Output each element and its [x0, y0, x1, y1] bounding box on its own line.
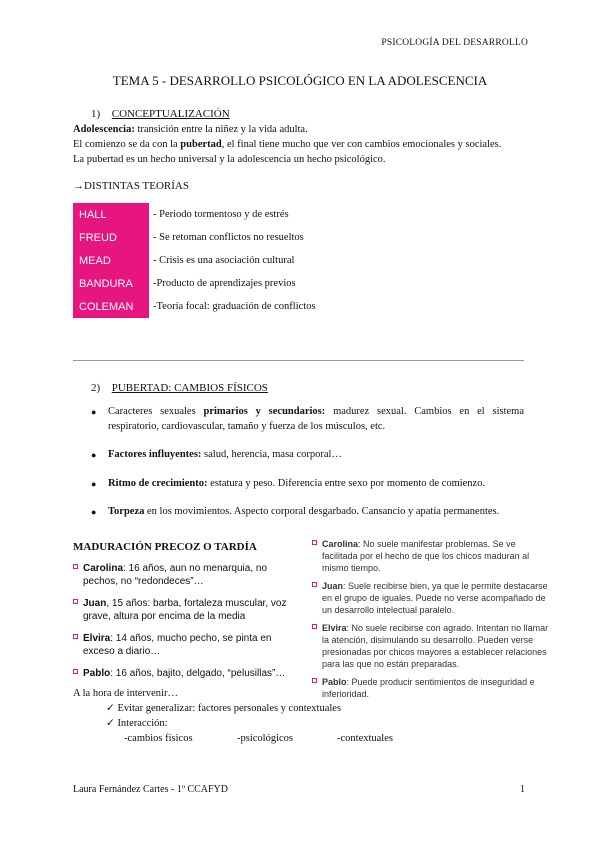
bullet-dot: ●	[91, 450, 97, 460]
outcome-name: Pablo	[322, 677, 347, 687]
bullet-pre: Caracteres sexuales	[108, 406, 204, 417]
outcome-text: : Suele recibirse bien, ya que le permite destacarse en el grupo de iguales. Puede no verse acompañado de un desarrollo intelectual paralelo.	[322, 581, 548, 615]
bullet-bold: Factores influyentes:	[108, 449, 202, 460]
outcome-text: : Puede producir sentimientos de inseguridad e inferioridad.	[322, 677, 535, 699]
puberty-word: pubertad	[180, 139, 222, 150]
bullet-post: estatura y peso. Diferencia entre sexo por momento de comienzo.	[207, 477, 486, 489]
section-1-number: 1)	[91, 108, 101, 120]
theory-row	[73, 203, 316, 226]
case-item	[73, 562, 298, 588]
interaction-item: -contextuales	[337, 733, 393, 744]
theory-name: HALL	[73, 203, 149, 226]
section-2-number: 2)	[91, 382, 101, 394]
outcome-name: Carolina	[322, 539, 359, 549]
checkmark-icon: ✓	[106, 703, 115, 714]
bullet-post: en los movimientos. Aspecto corporal desgarbado. Cansancio y apatía permanentes.	[144, 506, 500, 517]
running-header: PSICOLOGÍA DEL DESARROLLO	[381, 38, 528, 48]
outcome-text: : No suele manifestar problemas. Se ve facilitada por el hecho de que los chicos maduran al mismo tiempo.	[322, 539, 530, 573]
bullet-dot: ●	[91, 507, 97, 517]
puberty-line	[73, 137, 533, 152]
bullet-bold: primarios y secundarios:	[203, 406, 326, 417]
theories-table	[73, 203, 316, 318]
definition-line	[73, 122, 533, 137]
case-item	[73, 597, 298, 623]
square-bullet-icon	[312, 540, 317, 545]
square-bullet-icon	[73, 669, 78, 674]
theory-row	[73, 226, 316, 249]
square-bullet-icon	[73, 634, 78, 639]
section-1-paragraph	[73, 122, 533, 167]
square-bullet-icon	[73, 599, 78, 604]
list-item	[73, 405, 524, 434]
section-1-title: CONCEPTUALIZACIÓN	[111, 108, 230, 120]
check-item	[106, 701, 341, 716]
maturation-outcomes	[312, 538, 550, 700]
outcome-item	[312, 580, 550, 616]
case-item	[73, 667, 298, 680]
case-text: , 15 años: barba, fortaleza muscular, voz grave, altura por encima de la media	[83, 598, 287, 622]
theory-name: FREUD	[73, 226, 149, 249]
bullet-dot: ●	[91, 407, 97, 417]
check-item	[106, 716, 168, 731]
page-title: TEMA 5 - DESARROLLO PSICOLÓGICO EN LA ADOLESCENCIA	[112, 73, 488, 88]
section-2-heading	[91, 382, 268, 394]
case-name: Elvira	[83, 633, 111, 644]
bullet-bold: Ritmo de crecimiento:	[108, 477, 208, 489]
physical-changes-list-wrap	[73, 405, 524, 534]
case-name: Pablo	[83, 668, 111, 679]
section-divider	[73, 360, 524, 361]
bullet-bold: Torpeza	[108, 506, 145, 517]
theory-name: BANDURA	[73, 272, 149, 295]
list-item	[73, 448, 524, 463]
maturation-heading: MADURACIÓN PRECOZ O TARDÍA	[73, 541, 257, 553]
outcome-item	[312, 676, 550, 700]
theories-heading: →DISTINTAS TEORÍAS	[73, 180, 189, 192]
outcome-item	[312, 538, 550, 574]
square-bullet-icon	[312, 582, 317, 587]
theory-row	[73, 272, 316, 295]
case-item	[73, 632, 298, 658]
puberty-line-a: El comienzo se da con la	[73, 139, 181, 150]
theory-name: MEAD	[73, 249, 149, 272]
physical-changes-list	[73, 405, 524, 520]
bullet-post: madurez sexual. Cambios en el sistema respiratorio, cardiovascular, tamaño y fuerza de los músculos, etc.	[108, 406, 524, 432]
case-name: Juan	[83, 598, 107, 609]
theory-desc: - Crisis es una asociación cultural	[153, 255, 295, 266]
interaction-item: -psicológicos	[237, 733, 293, 744]
theory-desc: - Periodo tormentoso y de estrés	[153, 209, 289, 220]
section-2-title: PUBERTAD: CAMBIOS FÍSICOS	[111, 382, 268, 394]
case-name: Carolina	[83, 563, 124, 574]
interaction-item: -cambios físicos	[124, 733, 193, 744]
theory-desc: - Se retoman conflictos no resueltos	[153, 232, 304, 243]
theory-desc: -Teoría focal: graduación de conflictos	[153, 301, 316, 312]
definition-text: transición entre la niñez y la vida adulta.	[134, 124, 308, 135]
case-text: : 14 años, mucho pecho, se pinta en exceso a diario…	[83, 633, 272, 657]
footer-author: Laura Fernández Cartes - 1º CCAFYD	[73, 784, 229, 795]
outcome-text: : No suele recibirse con agrado. Intentan no llamar la atención, disimulando su desarrollo. Pueden verse presionadas por chicos mayores a establecer relaciones para las que no están preparadas.	[322, 623, 549, 669]
intervention-intro: A la hora de intervenir…	[73, 688, 178, 699]
bullet-post: salud, herencia, masa corporal…	[201, 449, 342, 460]
theory-name: COLEMAN	[73, 295, 149, 318]
definition-term: Adolescencia:	[73, 124, 135, 135]
outcome-name: Juan	[322, 581, 344, 591]
list-item	[73, 505, 524, 520]
theory-row	[73, 295, 316, 318]
outcome-name: Elvira	[322, 623, 347, 633]
square-bullet-icon	[312, 678, 317, 683]
case-text: : 16 años, aun no menarquia, no pechos, no “redondeces”…	[83, 563, 268, 587]
universal-line: La pubertad es un hecho universal y la adolescencia un hecho psicológico.	[73, 154, 386, 165]
maturation-cases	[73, 562, 298, 680]
theory-desc: -Producto de aprendizajes previos	[153, 278, 296, 289]
page-number: 1	[520, 784, 525, 795]
check-text: Evitar generalizar: factores personales y contextuales	[117, 703, 342, 714]
square-bullet-icon	[73, 564, 78, 569]
bullet-dot: ●	[91, 478, 97, 489]
square-bullet-icon	[312, 624, 317, 629]
outcome-item	[312, 622, 550, 670]
puberty-line-c: , el final tiene mucho que ver con cambios emocionales y sociales.	[221, 139, 502, 150]
theories-table-wrap	[73, 203, 316, 318]
section-1-heading	[91, 108, 230, 120]
list-item	[73, 477, 524, 492]
checkmark-icon: ✓	[106, 718, 115, 729]
theory-row	[73, 249, 316, 272]
check-text: Interacción:	[117, 718, 168, 729]
case-text: : 16 años, bajito, delgado, “pelusillas”…	[110, 668, 286, 679]
